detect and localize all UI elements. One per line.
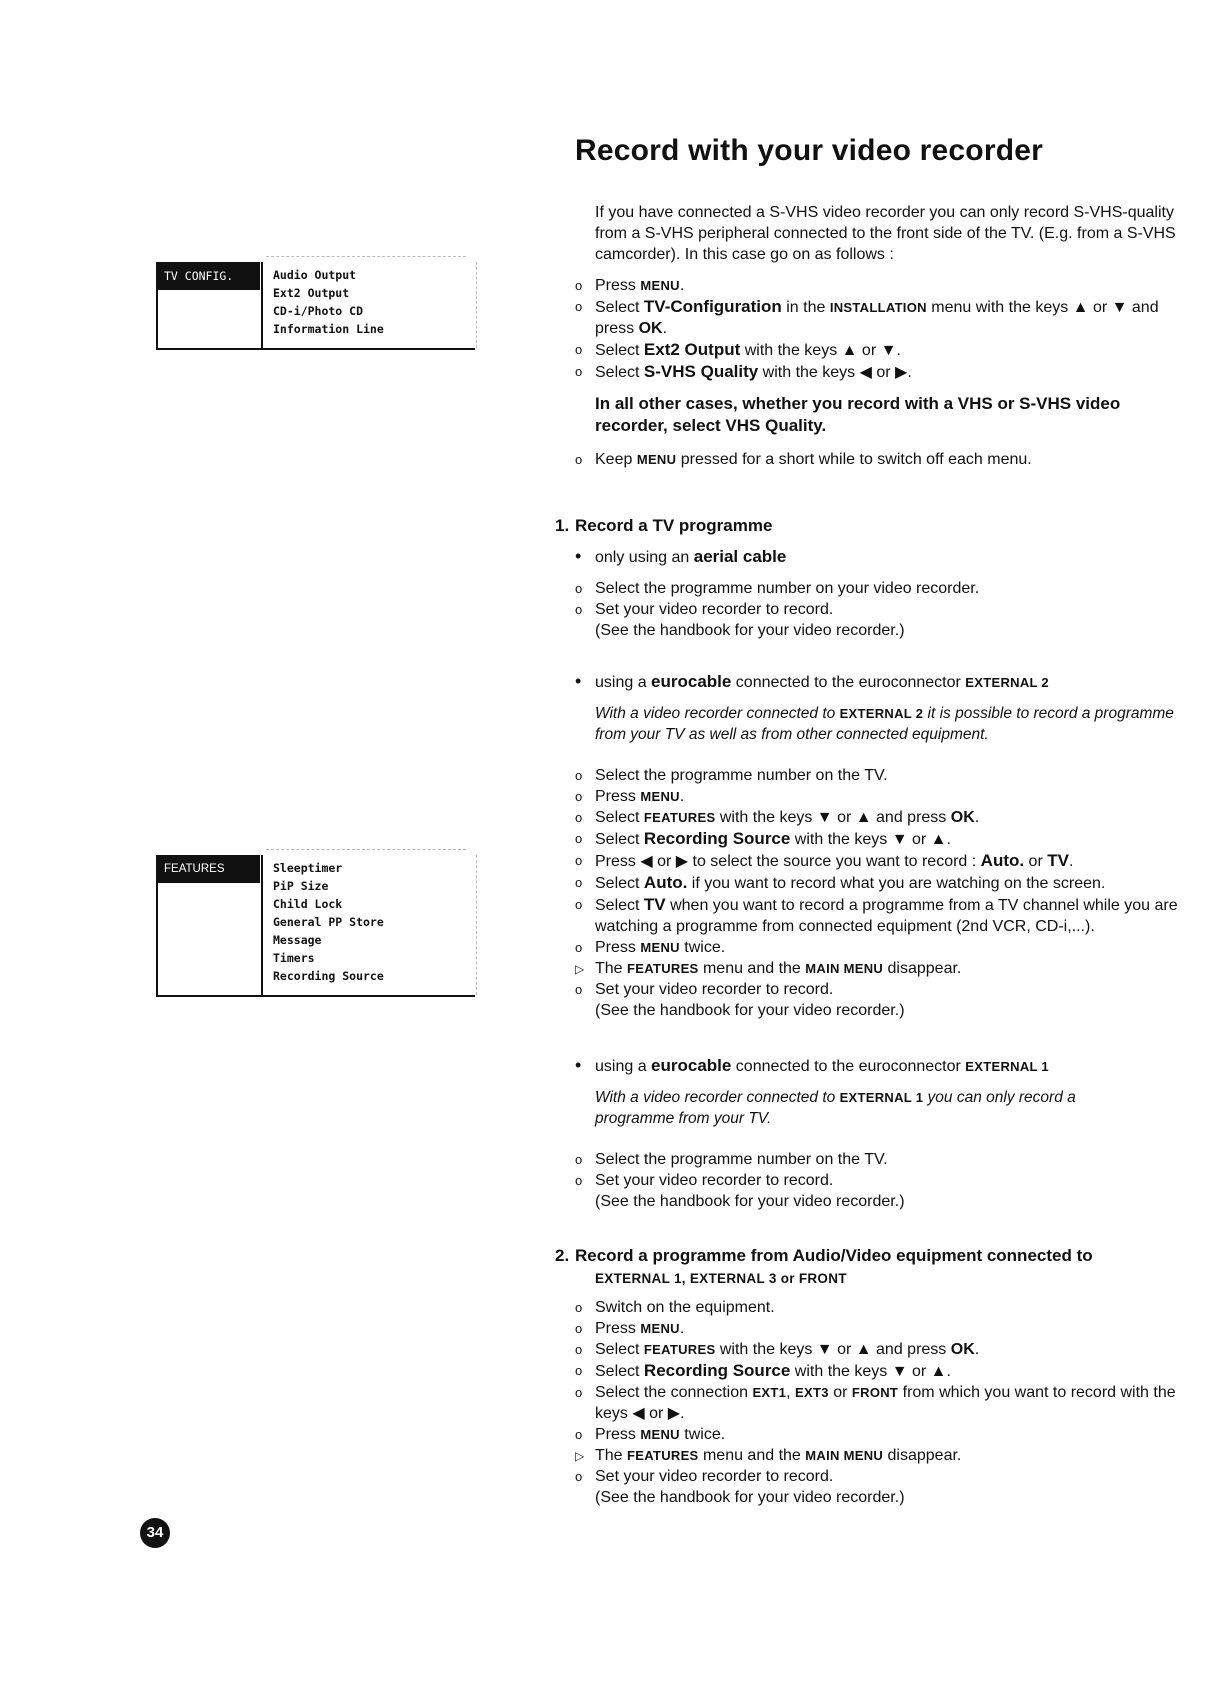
ext2-bullet: [575, 671, 1195, 693]
tv-config-items: [261, 262, 475, 350]
circle-bullet-icon: [575, 578, 591, 599]
list-item: o Press ◀ or ▶ to select the source you want to record : Auto. or TV.: [575, 850, 1195, 872]
ext1-italic-note: With a video recorder connected to EXTERNAL 1 you can only record a programme from your TV.: [595, 1089, 1076, 1127]
list-item: o Set your video recorder to record.: [575, 1170, 1195, 1191]
ext1-steps: [575, 1149, 1195, 1191]
page-title: Record with your video recorder: [575, 134, 1043, 167]
list-item: o Select the connection EXT1, EXT3 or FRONT from which you want to record with the keys ◀ or ▶.: [575, 1382, 1195, 1424]
list-item: ▷ The FEATURES menu and the MAIN MENU disappear.: [575, 1445, 1195, 1466]
menu-item-ext2-output: Ext2 Output: [273, 286, 350, 300]
list-item: o Select Recording Source with the keys ▼ or ▲.: [575, 828, 1195, 850]
circle-bullet-icon: [575, 807, 591, 828]
circle-bullet-icon: [575, 937, 591, 958]
result-arrow-icon: [575, 1445, 591, 1467]
list-item: o Select the programme number on the TV.: [575, 1149, 1195, 1170]
list-item: o Press MENU.: [575, 1318, 1195, 1339]
circle-bullet-icon: [575, 850, 591, 871]
circle-bullet-icon: [575, 1339, 591, 1360]
list-item: • using a eurocable connected to the euroconnector EXTERNAL 1: [575, 1055, 1195, 1077]
circle-bullet-icon: [575, 872, 591, 893]
list-item: ▷ The FEATURES menu and the MAIN MENU disappear.: [575, 958, 1195, 979]
ext2-steps: [575, 765, 1195, 1000]
intro-paragraph: If you have connected a S-VHS video recorder you can only record S-VHS-quality from a S-VHS peripheral connected to the front side of the TV. (E.g. from a S-VHS camcorder). In this case go on as follows :: [595, 204, 1176, 263]
list-item: o Keep MENU pressed for a short while to switch off each menu.: [575, 449, 1195, 470]
aerial-bullet: [575, 546, 1195, 568]
circle-bullet-icon: [575, 339, 591, 360]
menu-dashed-edge: [266, 256, 466, 257]
menu-item-timers: Timers: [273, 951, 315, 965]
menu-dashed-edge: [476, 262, 477, 348]
menu-item-child-lock: Child Lock: [273, 897, 343, 911]
list-item: o Press MENU.: [575, 786, 1195, 807]
list-item: o Select the programme number on the TV.: [575, 765, 1195, 786]
menu-item-pip-size: PiP Size: [273, 879, 329, 893]
circle-bullet-icon: [575, 894, 591, 915]
section-1-heading: 1. Record a TV programme: [555, 516, 773, 535]
dot-bullet-icon: [575, 1055, 591, 1077]
menu-item-sleeptimer: Sleeptimer: [273, 861, 343, 875]
circle-bullet-icon: [575, 1360, 591, 1381]
list-item: o Press MENU.: [575, 275, 1195, 296]
menu-item-general-pp-store: General PP Store: [273, 915, 384, 929]
page-number-badge: 34: [140, 1518, 170, 1548]
menu-dashed-edge: [266, 849, 466, 850]
list-item: o Press MENU twice.: [575, 937, 1195, 958]
list-item: o Select S-VHS Quality with the keys ◀ or ▶.: [575, 361, 1195, 383]
list-item: o Select FEATURES with the keys ▼ or ▲ and press OK.: [575, 1339, 1195, 1360]
other-cases-note: In all other cases, whether you record with a VHS or S-VHS video recorder, select VHS Quality.: [595, 394, 1121, 435]
circle-bullet-icon: [575, 275, 591, 296]
list-item: • using a eurocable connected to the euroconnector EXTERNAL 2: [575, 671, 1195, 693]
dot-bullet-icon: [575, 671, 591, 693]
ext1-bullet: [575, 1055, 1195, 1077]
list-item: • only using an aerial cable: [575, 546, 1195, 568]
section-2-steps: [575, 1297, 1195, 1487]
features-items: [261, 855, 475, 997]
circle-bullet-icon: [575, 1424, 591, 1445]
list-item: o Switch on the equipment.: [575, 1297, 1195, 1318]
circle-bullet-icon: [575, 599, 591, 620]
circle-bullet-icon: [575, 1382, 591, 1403]
circle-bullet-icon: [575, 1297, 591, 1318]
circle-bullet-icon: [575, 361, 591, 382]
circle-bullet-icon: [575, 1170, 591, 1191]
menu-item-information-line: Information Line: [273, 322, 384, 336]
menu-dashed-edge: [476, 855, 477, 995]
handbook-note: (See the handbook for your video recorder.): [595, 1193, 905, 1210]
list-item: o Select TV when you want to record a programme from a TV channel while you are watching a programme from connected equipment (2nd VCR, CD-i,...).: [575, 894, 1195, 937]
list-item: o Select TV-Configuration in the INSTALLATION menu with the keys ▲ or ▼ and press OK.: [575, 296, 1195, 339]
list-item: o Select FEATURES with the keys ▼ or ▲ and press OK.: [575, 807, 1195, 828]
handbook-note: (See the handbook for your video recorder.): [595, 1489, 905, 1506]
circle-bullet-icon: [575, 979, 591, 1000]
circle-bullet-icon: [575, 765, 591, 786]
list-item: o Press MENU twice.: [575, 1424, 1195, 1445]
menu-item-cdi-photo: CD-i/Photo CD: [273, 304, 364, 318]
circle-bullet-icon: [575, 449, 591, 470]
menu-item-audio-output: Audio Output: [273, 268, 357, 282]
menu-item-recording-source: Recording Source: [273, 969, 384, 983]
dot-bullet-icon: [575, 546, 591, 568]
list-item: o Set your video recorder to record.: [575, 599, 1195, 620]
circle-bullet-icon: [575, 296, 591, 317]
result-arrow-icon: [575, 958, 591, 980]
circle-bullet-icon: [575, 1149, 591, 1170]
section-2-connectors: EXTERNAL 1, EXTERNAL 3 or FRONT: [595, 1271, 847, 1286]
list-item: o Select Auto. if you want to record what you are watching on the screen.: [575, 872, 1195, 894]
aerial-steps: [575, 578, 1195, 620]
list-item: o Set your video recorder to record.: [575, 1466, 1195, 1487]
handbook-note: (See the handbook for your video recorder.): [595, 622, 905, 639]
menu-item-message: Message: [273, 933, 322, 947]
circle-bullet-icon: [575, 828, 591, 849]
main-content: [555, 134, 1195, 1508]
section-2-heading: 2. Record a programme from Audio/Video equipment connected to: [555, 1246, 1093, 1265]
list-item: o Select Ext2 Output with the keys ▲ or ▼.: [575, 339, 1195, 361]
handbook-note: (See the handbook for your video recorder.): [595, 1002, 905, 1019]
keep-menu-step: [575, 449, 1195, 470]
tv-config-tab: TV CONFIG.: [156, 262, 260, 290]
circle-bullet-icon: [575, 1466, 591, 1487]
svhs-steps: [575, 275, 1195, 383]
features-tab: FEATURES: [156, 855, 260, 883]
circle-bullet-icon: [575, 786, 591, 807]
ext2-italic-note: With a video recorder connected to EXTERNAL 2 it is possible to record a programme from your TV as well as from other connected equipment.: [595, 705, 1174, 743]
circle-bullet-icon: [575, 1318, 591, 1339]
list-item: o Set your video recorder to record.: [575, 979, 1195, 1000]
list-item: o Select Recording Source with the keys ▼ or ▲.: [575, 1360, 1195, 1382]
list-item: o Select the programme number on your video recorder.: [575, 578, 1195, 599]
